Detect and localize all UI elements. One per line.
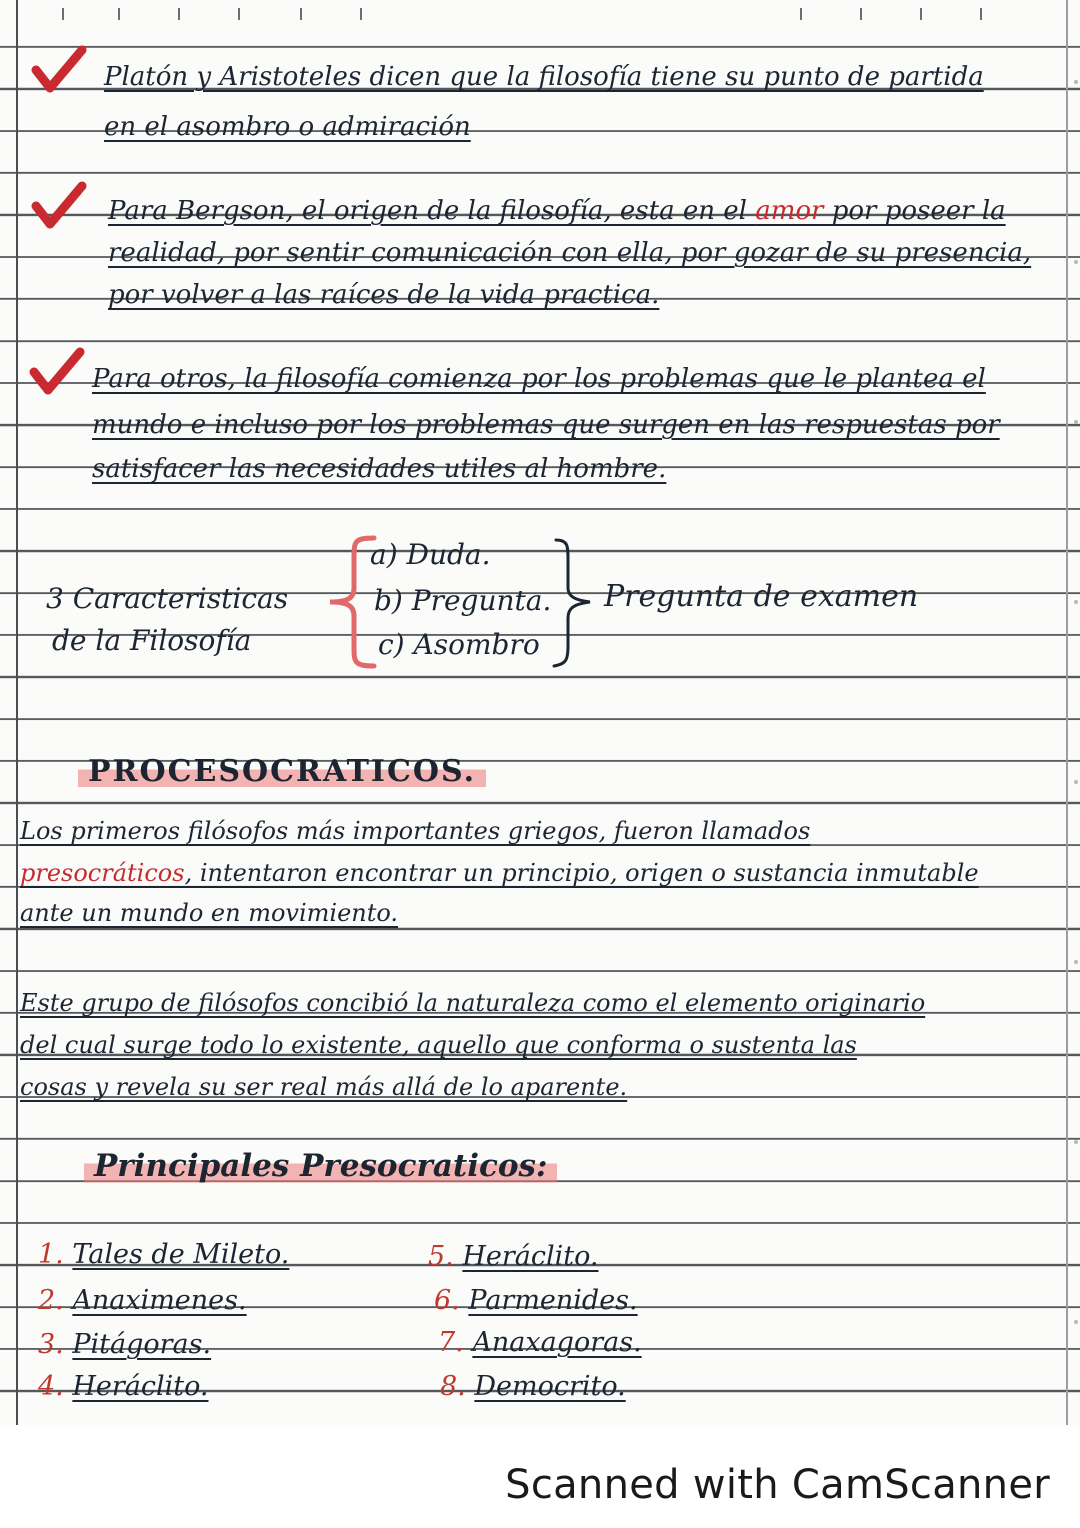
- item-number: 6.: [434, 1285, 460, 1316]
- item-number: 1.: [38, 1239, 64, 1270]
- page-edge: [1066, 0, 1068, 1425]
- characteristic-item-c: c) Asombro: [378, 628, 540, 661]
- philosopher-name: Heráclito.: [462, 1241, 599, 1272]
- paragraph-3-line-1: Para otros, la filosofía comienza por los problemas que le plantea el: [92, 364, 986, 394]
- characteristic-item-a: a) Duda.: [370, 538, 491, 571]
- paragraph-1-line-2: en el asombro o admiración: [104, 112, 471, 142]
- item-number: 3.: [38, 1329, 64, 1360]
- philosopher-item: [38, 1234, 289, 1276]
- item-number: 5.: [428, 1241, 454, 1272]
- philosopher-item: [38, 1280, 247, 1322]
- ruler-tick: [920, 8, 922, 20]
- philosopher-name: Pitágoras.: [72, 1329, 212, 1360]
- paragraph-3-line-2: mundo e incluso por los problemas que surgen en las respuestas por: [92, 410, 1000, 440]
- edge-dot: [1074, 780, 1078, 784]
- philosopher-name: Heráclito.: [72, 1371, 209, 1402]
- edge-dot: [1074, 80, 1078, 84]
- item-number: 4.: [38, 1371, 64, 1402]
- ruler-tick: [178, 8, 180, 20]
- edge-dot: [1074, 960, 1078, 964]
- checkmark-icon: [30, 180, 88, 232]
- philosopher-name: Parmenides.: [468, 1285, 638, 1316]
- paragraph-3-line-3: satisfacer las necesidades utiles al hombre.: [92, 454, 667, 484]
- checkmark-icon: [30, 44, 88, 96]
- edge-dot: [1074, 1140, 1078, 1144]
- paragraph-2-line-3: por volver a las raíces de la vida practica.: [108, 280, 660, 310]
- edge-dot: [1074, 600, 1078, 604]
- section-heading-presocraticos: PROCESOCRATICOS.: [78, 752, 486, 792]
- ruler-tick: [800, 8, 802, 20]
- ruler-tick: [360, 8, 362, 20]
- edge-dot: [1074, 260, 1078, 264]
- paragraph-1-line-1: Platón y Aristoteles dicen que la filosofía tiene su punto de partida: [104, 62, 984, 92]
- paragraph-2-text-b: por poseer la: [823, 196, 1006, 226]
- item-number: 8.: [440, 1371, 466, 1402]
- edge-dot: [1074, 420, 1078, 424]
- item-number: 7.: [438, 1327, 464, 1358]
- philosopher-name: Anaxagoras.: [472, 1327, 642, 1358]
- philosopher-name: Democrito.: [474, 1371, 626, 1402]
- philosopher-name: Tales de Mileto.: [72, 1239, 290, 1270]
- paragraph-2-line-2: realidad, por sentir comunicación con ella, por gozar de su presencia,: [108, 238, 1032, 268]
- characteristics-label-line-2: de la Filosofía: [52, 624, 252, 657]
- paragraph-2-text-a: Para Bergson, el origen de la filosofía, esta en el: [108, 196, 756, 226]
- ruler-tick: [300, 8, 302, 20]
- highlighted-word-presocraticos: presocráticos: [20, 859, 185, 887]
- philosopher-item: [38, 1366, 209, 1408]
- item-number: 2.: [38, 1285, 64, 1316]
- checkmark-icon: [28, 346, 86, 398]
- philosopher-item: [38, 1324, 211, 1366]
- paragraph-2-line-1: [108, 190, 1006, 232]
- ruler-tick: [860, 8, 862, 20]
- presocraticos-para-1-line-2: [20, 852, 979, 894]
- margin-line: [16, 0, 18, 1425]
- characteristic-item-b: b) Pregunta.: [374, 584, 552, 617]
- philosopher-item: [434, 1280, 638, 1322]
- scanner-watermark: Scanned with CamScanner: [505, 1462, 1050, 1508]
- philosopher-item: [440, 1366, 626, 1408]
- presocraticos-para-1-line-1: Los primeros filósofos más importantes griegos, fueron llamados: [20, 817, 811, 845]
- presocraticos-para-1-line-2-rest: , intentaron encontrar un principio, origen o sustancia inmutable: [184, 859, 979, 887]
- ruler-tick: [238, 8, 240, 20]
- exam-question-note: Pregunta de examen: [604, 579, 919, 614]
- section-heading-principales: Principales Presocraticos:: [84, 1144, 557, 1188]
- ruler-tick: [118, 8, 120, 20]
- presocraticos-para-2-line-1: Este grupo de filósofos concibió la naturaleza como el elemento originario: [20, 989, 926, 1017]
- philosopher-item: [428, 1236, 599, 1278]
- right-brace-icon: [546, 536, 600, 670]
- highlighted-word-amor: amor: [755, 196, 824, 226]
- edge-dot: [1074, 1320, 1078, 1324]
- presocraticos-para-1-line-3: ante un mundo en movimiento.: [20, 899, 399, 927]
- presocraticos-para-2-line-2: del cual surge todo lo existente, aquello que conforma o sustenta las: [20, 1031, 857, 1059]
- presocraticos-para-2-line-3: cosas y revela su ser real más allá de lo aparente.: [20, 1073, 628, 1101]
- philosopher-item: [438, 1322, 642, 1364]
- philosopher-name: Anaximenes.: [72, 1285, 247, 1316]
- ruler-tick: [62, 8, 64, 20]
- ruler-tick: [980, 8, 982, 20]
- characteristics-label-line-1: 3 Caracteristicas: [46, 582, 289, 615]
